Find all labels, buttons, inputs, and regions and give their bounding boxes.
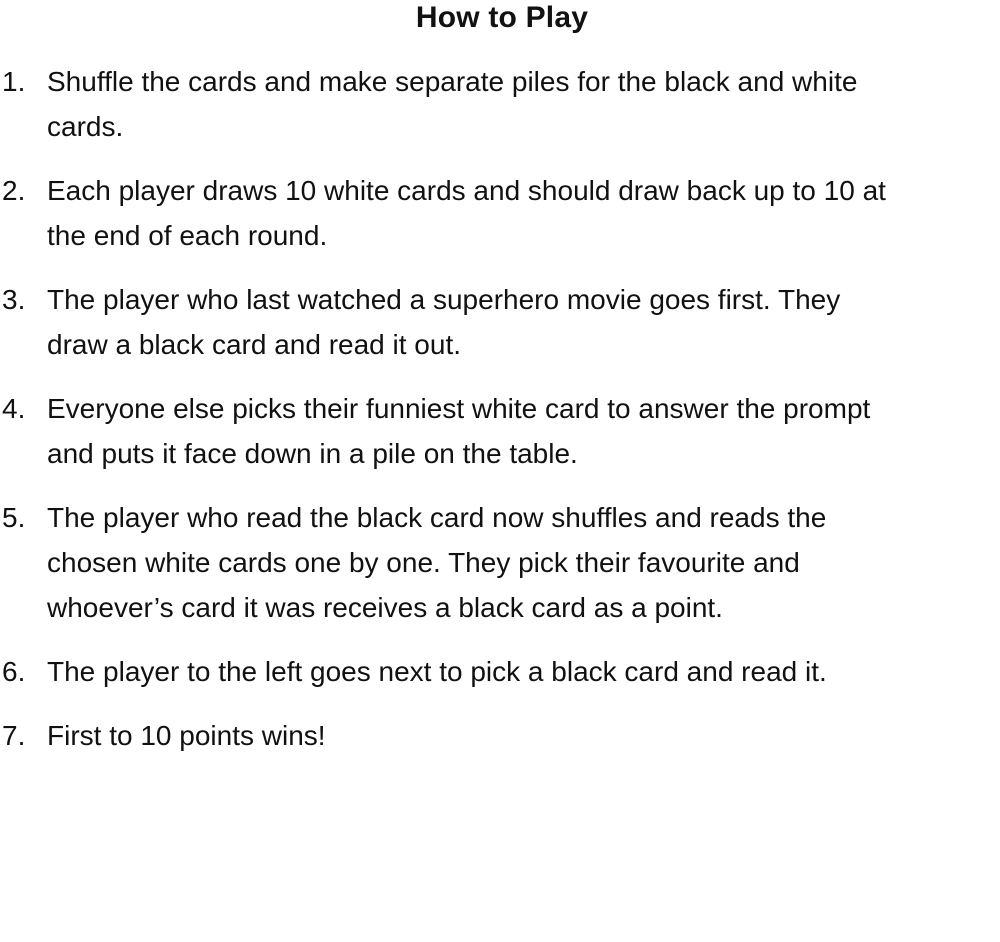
step-number: 3.	[2, 284, 26, 315]
step-line: The player who read the black card now shuffles and reads the	[47, 502, 827, 533]
steps-list	[0, 59, 1000, 777]
step-line: and puts it face down in a pile on the table.	[47, 438, 578, 469]
step-line: Shuffle the cards and make separate piles for the black and white	[47, 66, 858, 97]
step-line: Each player draws 10 white cards and should draw back up to 10 at	[47, 175, 886, 206]
step-line: The player to the left goes next to pick a black card and read it.	[47, 656, 827, 687]
step-line: cards.	[47, 111, 124, 142]
step-item	[0, 649, 1000, 694]
step-line: chosen white cards one by one. They pick their favourite and	[47, 547, 800, 578]
step-line: draw a black card and read it out.	[47, 329, 462, 360]
step-line: the end of each round.	[47, 220, 328, 251]
step-number: 7.	[2, 720, 26, 751]
step-line: The player who last watched a superhero movie goes first. They	[47, 284, 841, 315]
step-item	[0, 713, 1000, 758]
step-line: Everyone else picks their funniest white card to answer the prompt	[47, 393, 871, 424]
step-number: 2.	[2, 175, 26, 206]
step-line: whoever’s card it was receives a black card as a point.	[47, 592, 723, 623]
step-line: First to 10 points wins!	[47, 720, 326, 751]
step-number: 4.	[2, 393, 26, 424]
step-number: 5.	[2, 502, 26, 533]
step-item	[0, 168, 1000, 258]
step-item	[0, 59, 1000, 149]
step-item	[0, 277, 1000, 367]
step-item	[0, 495, 1000, 630]
step-number: 6.	[2, 656, 26, 687]
step-item	[0, 386, 1000, 476]
step-number: 1.	[2, 66, 26, 97]
page-title: How to Play	[415, 1, 589, 34]
